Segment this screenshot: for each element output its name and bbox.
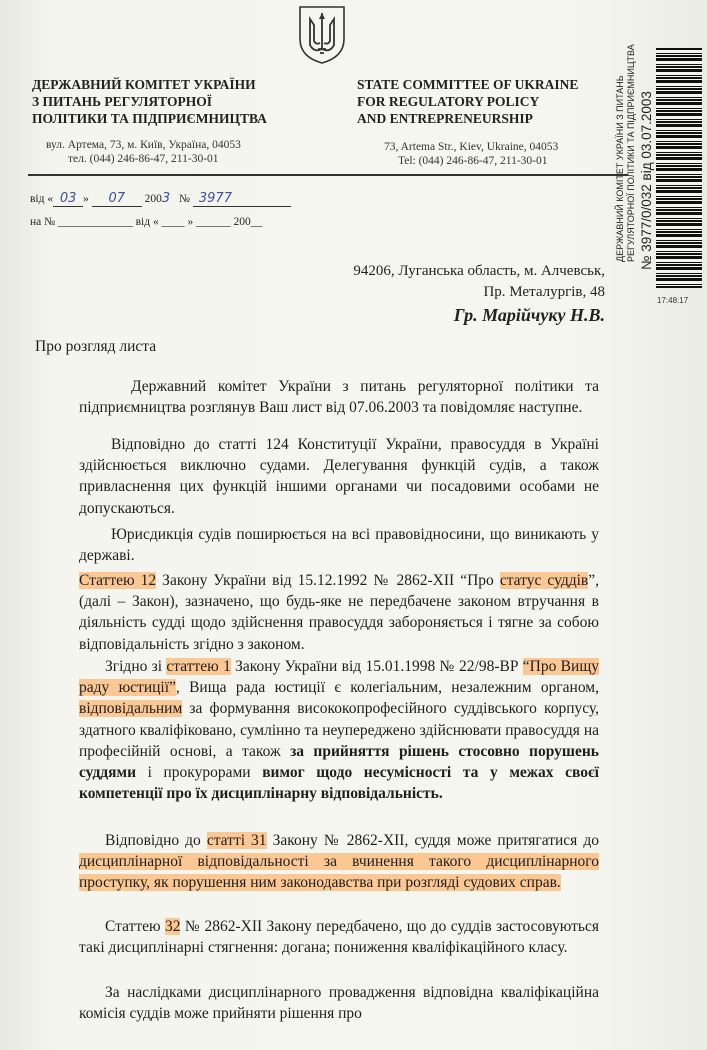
- ref-quote-close: »: [83, 193, 89, 205]
- paragraph-8: За наслідками дисциплінарного провадження відповідна кваліфікаційна комісія суддів може прийняти рішення про: [79, 984, 599, 1023]
- address-en: [384, 140, 558, 168]
- highlight: 32: [164, 918, 181, 935]
- barcode: [656, 48, 702, 288]
- letterhead-en-line: AND ENTREPRENEURSHIP: [357, 111, 533, 126]
- paragraph-7: [79, 916, 599, 958]
- text-run: Згідно зі: [105, 658, 167, 675]
- subject: Про розгляд листа: [35, 338, 157, 355]
- ref-number-label: №: [179, 193, 190, 205]
- letterhead-ua-line: ДЕРЖАВНИЙ КОМІТЕТ УКРАЇНИ: [32, 77, 256, 92]
- text-run: Закону України від 15.01.1998 № 22/98-ВР: [230, 658, 523, 675]
- letterhead-ua-line: ПОЛІТИКИ ТА ПІДПРИЄМНИЦТВА: [32, 111, 267, 126]
- address-ua: [46, 138, 241, 166]
- stamp-registration: № 3977/0/032 від 03.07.2003: [639, 91, 654, 270]
- paragraph-5: [79, 656, 599, 804]
- address-ua-phone: тел. (044) 246-86-47, 211-30-01: [68, 153, 219, 165]
- coat-of-arms-icon: [296, 5, 348, 65]
- highlight: відповідальним: [79, 700, 183, 718]
- text-run: , Вища рада юстиції є колегіальним, незалежним органом,: [175, 679, 599, 697]
- text-run: за формування висококопрофесійного суддівського корпусу, здатного кваліфіковано, сумлінно та неупереджено здійснювати правосуддя на професійній основі, а також: [79, 700, 599, 760]
- paragraph-4: [79, 570, 599, 655]
- stamp-line-2: РЕГУЛЯТОРНОЇ ПОЛІТИКИ ТА ПІДПРИЄМНИЦТВА: [626, 44, 636, 262]
- text-run: ”, (далі – Закон), зазначено, що будь-яке не передбачене законом втручання в діяльність судді щодо здійснення правосуддя забороняється і тягне за собою відповідальність згідно з законом.: [79, 572, 600, 653]
- outgoing-reference: [30, 191, 291, 207]
- text-run: Закону № 2862-XII, суддя може притягатися до: [266, 832, 599, 849]
- ref-year-digit: 3: [161, 191, 171, 206]
- bold-run: вимог щодо несумісності та у межах своєї компетенції про їх дисциплінарну відповідальність.: [79, 764, 599, 803]
- text-run: Статтею: [105, 918, 165, 935]
- highlight: “Про Вищу раду юстиції”: [79, 658, 600, 697]
- addressee-line: Пр. Металургів, 48: [483, 284, 605, 300]
- ref-number: 3977: [193, 191, 291, 207]
- addressee-line: 94206, Луганська область, м. Алчевськ,: [353, 263, 605, 279]
- address-en-phone: Tel: (044) 246-86-47, 211-30-01: [398, 155, 548, 167]
- letterhead-ua-line: З ПИТАНЬ РЕГУЛЯТОРНОЇ: [32, 94, 212, 109]
- bold-run: за прийняття рішень стосовно порушень суддями: [79, 742, 599, 782]
- stamp-line-1: ДЕРЖАВНИЙ КОМІТЕТ УКРАЇНИ З ПИТАНЬ: [615, 75, 625, 262]
- addressee: [353, 261, 605, 327]
- text-run: № 2862-XII Закону передбачено, що до суддів застосовуються такі дисциплінарні стягнення: догана; пониження кваліфікаційного класу.: [79, 918, 599, 957]
- highlight: Статтею 12: [79, 572, 157, 589]
- letterhead-en-line: FOR REGULATORY POLICY: [357, 94, 540, 109]
- highlight: статтею 1: [166, 658, 231, 675]
- text-run: Закону України від 15.12.1992 № 2862-XII “Про: [156, 572, 500, 589]
- paragraph-3: Юрисдикція судів поширюється на всі правовідносини, що виникають у державі.: [79, 526, 599, 565]
- letterhead-en-line: STATE COMMITTEE OF UKRAINE: [357, 77, 579, 92]
- letterhead-divider: [28, 174, 628, 176]
- address-en-street: 73, Artema Str., Kiev, Ukraine, 04053: [384, 141, 559, 153]
- ref-month: 07: [92, 191, 142, 207]
- address-ua-street: вул. Артема, 73, м. Київ, Україна, 04053: [46, 139, 241, 151]
- highlight: статус суддів: [499, 572, 589, 589]
- paragraph-1: Державний комітет України з питань регуляторної політики та підприємництва розглянув Ваш лист від 07.06.2003 та повідомляє наступне.: [79, 378, 599, 417]
- letterhead-en: [357, 76, 578, 127]
- letterhead-ua: [32, 76, 267, 127]
- stamp-time: 17:48:17: [657, 296, 689, 305]
- ref-year-prefix: 200: [144, 193, 162, 205]
- highlight: дисциплінарної відповідальності за вчинення такого дисциплінарного проступку, як порушення ним законодавства при розгляді судових справ.: [79, 853, 599, 892]
- text-run: Відповідно до: [105, 832, 207, 849]
- incoming-reference: на № _____________ від « ____ » ______ 200__: [30, 216, 263, 228]
- addressee-name: Гр. Марійчуку Н.В.: [453, 305, 605, 325]
- text-run: і прокурорами: [136, 764, 263, 782]
- paragraph-6: [79, 830, 599, 894]
- ref-day: 03: [53, 191, 83, 207]
- paragraph-2: Відповідно до статті 124 Конституції України, правосуддя в Україні здійснюється виключно судами. Делегування функцій судів, а також привласнення цих функцій іншими органами чи посадовими особами не допускаються.: [79, 436, 599, 517]
- ref-from-label: від «: [30, 193, 54, 205]
- highlight: статті 31: [206, 832, 267, 849]
